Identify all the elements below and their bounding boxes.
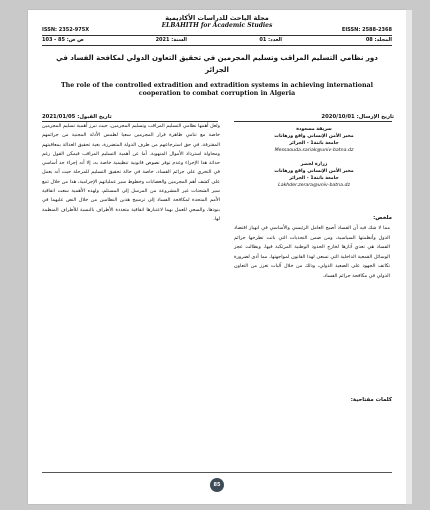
author1-name: سريقة مسعودة: [296, 127, 332, 132]
pages-label: ص ص: 85 - 103: [42, 37, 84, 43]
header-rule-bottom: [42, 45, 392, 46]
journal-title-ar: مجلة الباحث للدراسات الأكاديمية: [165, 14, 269, 22]
volume-label: المجلد: 08: [365, 37, 392, 43]
article-title-ar: دور نظامي التسليم المراقب وتسليم المجرمين في تحقيق التعاون الدولي لمكافحة الفساد في الجزائر: [56, 54, 378, 74]
journal-title-en: ELBAHITH for Academic Studies: [161, 22, 273, 29]
authors-block: [238, 126, 390, 189]
issue-label: العدد: 01: [259, 37, 282, 43]
author2-lab: مخبر الأمن الإنساني واقع ورهانات: [274, 169, 354, 174]
body-column-left: ولعل أهمها نظامي التسليم المراقب وتسليم المجرمين، حيث تبرز أهمية تسليم المجرمين خاصة مع تنامي ظاهرة فرار المجرمين سعيا لطمس الأدلة المجنية من جرائمهم المقترفة، في حق استرجاعهم من طرف الدولة المتضررة، بغية تحقيق العدالة بمعاقبتهم ومحاولة استرداد الأموال المنهوبة. أما عن أهمية التسليم المراقب فيمكن القول رغم حداثة هذا الإجراء وعدم توفر نصوص قانونية تنظيمية خاصة به، إلا أنه إجراء جد أساسي في التحري على جرائم الفساد، خاصة في حالة تحقيق التسليم للمرحلة حيث أنه يعمل على كشف أهم المجرمين والعصابات وخطوط سير عملياتهم الإجرامية، هذا من خلال تتبع سير الشحنات غير المشروعة من المرسل إلى المستلم، ولهذه الأهمية سعت اتفاقية الأمم المتحدة لمكافحة الفساد إلى ترسيخ هذين النظامين من خلال النص عليهما في بنودها، والسعي للعمل بهما لاعتبارها اتفاقية متعددة الأطراف بالنسبة للأطراف المنظمة لها.: [42, 123, 220, 222]
keywords-heading: كلمات مفتاحية:: [350, 397, 392, 403]
footer-rule: [42, 472, 392, 473]
author2-email[interactable]: Lakhder.zerara@univ-batna.dz: [278, 183, 350, 188]
date-received: تاريخ الإرسال: 2020/10/01: [321, 114, 394, 120]
page-edge-shadow: [406, 10, 412, 504]
date-accepted: تاريخ القبول: 2021/01/05: [42, 114, 112, 120]
page-number-badge: 85: [210, 478, 224, 492]
year-label: السنة: 2021: [155, 37, 187, 43]
abstract-text: مما لا شك فيه أن الفساد أصبح العامل الرئيسي والأساسي في انهيار اقتصاد الدول وأنظمتها السياسية، ومن ضمن التحديات التي باتت تطرحها جرائم الفساد هي تعدي آثارها لخارج الحدود الوطنية المرتكبة فيها، وبطالت عجز الوسائل القمعية الداخلية التي تسعى لهذا القانون لمواجهتها، مما أدى لضرورة تكاتف الجهود على الصعيد الدولي، وذلك من خلال آليات تعزز من التعاون الدولي في مكافحة جرائم الفساد.: [234, 225, 390, 279]
author1-lab: مخبر الأمن الإنساني واقع ورهانات: [274, 134, 354, 139]
author2-name: زرارة لخضر: [300, 162, 328, 167]
author2-university: جامعة باتنة1 - الجزائر: [289, 176, 339, 181]
date-rule-right: [234, 121, 392, 122]
issn-electronic: EISSN: 2588-2368: [341, 27, 392, 33]
issn-print: ISSN: 2352-975X: [42, 27, 90, 33]
author1-university: جامعة باتنة1 - الجزائر: [289, 141, 339, 146]
issue-meta-row: [42, 37, 392, 45]
header-rule-top: [42, 35, 392, 36]
article-title-en: The role of the controlled extradition and extradition systems in achieving international cooperation to combat corruption in Algeria: [60, 82, 374, 97]
document-page: [28, 10, 406, 504]
author1-email[interactable]: Messaouda.sariak@univ-batna.dz: [274, 148, 354, 153]
abstract-heading: ملخص:: [373, 215, 392, 221]
